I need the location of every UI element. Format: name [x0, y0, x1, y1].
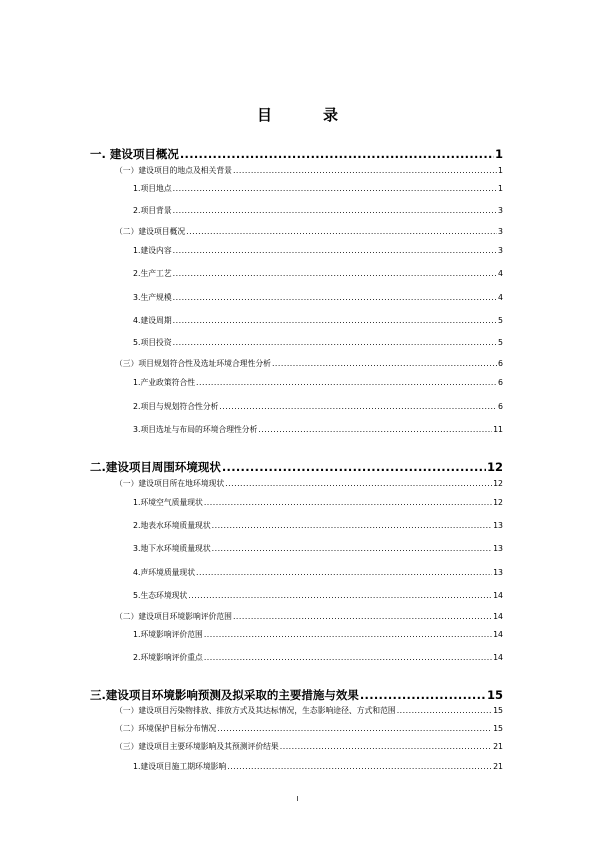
toc-page-number: 13: [493, 521, 503, 530]
toc-label: （一）建设项目的地点及相关背景: [115, 166, 232, 175]
dot-leader: [360, 688, 486, 702]
toc-label: 1.环境空气质量现状: [133, 498, 203, 507]
toc-page-number: 6: [498, 378, 503, 387]
toc-page-number: 21: [493, 762, 503, 771]
dot-leader: [212, 544, 492, 553]
dot-leader: [217, 724, 492, 733]
toc-page-number: 1: [498, 184, 503, 193]
toc-label: 1.产业政策符合性: [133, 378, 196, 387]
dot-leader: [233, 166, 497, 175]
dot-leader: [212, 521, 492, 530]
toc-entry-1-2-5[interactable]: [133, 337, 503, 348]
toc-entry-3-3-1[interactable]: [133, 761, 503, 772]
toc-page-number: 3: [498, 227, 503, 236]
toc-label: 1.建设项目施工期环境影响: [133, 762, 227, 771]
dot-leader: [225, 479, 492, 488]
toc-page-number: 15: [493, 724, 503, 733]
dot-leader: [280, 742, 492, 751]
toc-entry-1-2-3[interactable]: [133, 292, 503, 303]
toc-entry-1-2-1[interactable]: [133, 245, 503, 256]
toc-page-number: 6: [498, 359, 503, 368]
toc-label: （一）建设项目所在地环境现状: [115, 479, 225, 488]
dot-leader: [204, 653, 492, 662]
toc-entry-2-1[interactable]: [115, 478, 503, 489]
dot-leader: [173, 269, 497, 278]
toc-label: 2.项目背景: [133, 206, 172, 215]
toc-entry-3-3[interactable]: [115, 741, 503, 752]
toc-entry-1-1-1[interactable]: [133, 183, 503, 194]
toc-label: 2.生产工艺: [133, 269, 172, 278]
dot-leader: [186, 227, 497, 236]
toc-page-number: 21: [493, 742, 503, 751]
dot-leader: [227, 762, 492, 771]
toc-label: 1.项目地点: [133, 184, 172, 193]
toc-label: 4.声环境质量现状: [133, 568, 196, 577]
toc-entry-section-1[interactable]: [90, 146, 503, 162]
toc-label: 3.地下水环境质量现状: [133, 544, 211, 553]
toc-page-number: 6: [498, 402, 503, 411]
dot-leader: [222, 460, 486, 474]
toc-label: 5.项目投资: [133, 338, 172, 347]
toc-label: （三）建设项目主要环境影响及其预测评价结果: [115, 742, 279, 751]
toc-label: 三.建设项目环境影响预测及拟采取的主要措施与效果: [90, 688, 359, 702]
toc-page-number: 15: [486, 688, 503, 702]
toc-entry-1-2[interactable]: [115, 226, 503, 237]
toc-page-number: 13: [493, 544, 503, 553]
toc-entry-3-2[interactable]: [115, 723, 503, 734]
toc-entry-section-2[interactable]: [90, 459, 503, 475]
toc-label: 5.生态环境现状: [133, 591, 188, 600]
toc-label: （二）建设项目环境影响评价范围: [115, 612, 232, 621]
toc-label: 4.建设周期: [133, 316, 172, 325]
toc-label: （二）建设项目概况: [115, 227, 186, 236]
toc-label: 2.项目与规划符合性分析: [133, 402, 219, 411]
dot-leader: [196, 568, 492, 577]
toc-label: （一）建设项目污染物排放、排放方式及其达标情况，生态影响途径、方式和范围: [115, 706, 396, 715]
dot-leader: [196, 378, 497, 387]
toc-page-number: 4: [498, 269, 503, 278]
toc-label: （三）项目规划符合性及选址环境合理性分析: [115, 359, 271, 368]
toc-page-number: 13: [493, 568, 503, 577]
toc-entry-2-1-1[interactable]: [133, 497, 503, 508]
dot-leader: [233, 612, 492, 621]
toc-page-number: 4: [498, 293, 503, 302]
toc-label: 1.建设内容: [133, 246, 172, 255]
toc-page-number: 5: [498, 338, 503, 347]
toc-entry-2-1-2[interactable]: [133, 520, 503, 531]
toc-page-number: 1: [498, 166, 503, 175]
dot-leader: [173, 184, 497, 193]
dot-leader: [258, 425, 492, 434]
dot-leader: [397, 706, 492, 715]
toc-page-number: 12: [493, 479, 503, 488]
toc-entry-1-3-3[interactable]: [133, 424, 503, 435]
page-title: 目 录: [256, 106, 356, 124]
toc-page-number: 12: [493, 498, 503, 507]
dot-leader: [180, 147, 494, 161]
toc-entry-2-2-2[interactable]: [133, 652, 503, 663]
toc-label: 一. 建设项目概况: [90, 147, 179, 161]
toc-page-number: 14: [493, 612, 503, 621]
toc-page-number: 3: [498, 246, 503, 255]
toc-label: 2.环境影响评价重点: [133, 653, 203, 662]
toc-entry-2-1-3[interactable]: [133, 543, 503, 554]
toc-label: （二）环境保护目标分布情况: [115, 724, 217, 733]
toc-page-number: 5: [498, 316, 503, 325]
toc-entry-2-2-1[interactable]: [133, 629, 503, 640]
toc-entry-1-3[interactable]: [115, 358, 503, 369]
dot-leader: [173, 316, 497, 325]
toc-label: 二.建设项目周围环境现状: [90, 460, 221, 474]
toc-entry-2-2[interactable]: [115, 611, 503, 622]
toc-page-number: 14: [493, 630, 503, 639]
toc-entry-1-3-2[interactable]: [133, 401, 503, 412]
toc-page-number: 14: [493, 591, 503, 600]
toc-label: 2.地表水环境质量现状: [133, 521, 211, 530]
dot-leader: [188, 591, 492, 600]
toc-entry-1-2-2[interactable]: [133, 268, 503, 279]
toc-entry-1-3-1[interactable]: [133, 377, 503, 388]
toc-entry-3-1[interactable]: [115, 705, 503, 716]
toc-entry-2-1-4[interactable]: [133, 567, 503, 578]
dot-leader: [173, 206, 497, 215]
toc-page-number: 3: [498, 206, 503, 215]
dot-leader: [204, 630, 492, 639]
toc-page-number: 14: [493, 653, 503, 662]
toc-label: 1.环境影响评价范围: [133, 630, 203, 639]
toc-entry-1-1-2[interactable]: [133, 205, 503, 216]
toc-label: 3.生产规模: [133, 293, 172, 302]
toc-entry-1-2-4[interactable]: [133, 315, 503, 326]
toc-entry-section-3[interactable]: [90, 687, 503, 703]
dot-leader: [219, 402, 497, 411]
dot-leader: [173, 338, 497, 347]
toc-entry-1-1[interactable]: [115, 165, 503, 176]
toc-page-number: 1: [494, 147, 503, 161]
dot-leader: [204, 498, 492, 507]
footer-page-number: I: [296, 795, 299, 803]
dot-leader: [173, 293, 497, 302]
toc-page-number: 11: [493, 425, 503, 434]
toc-label: 3.项目选址与布局的环境合理性分析: [133, 425, 258, 434]
toc-entry-2-1-5[interactable]: [133, 590, 503, 601]
toc-page-number: 12: [486, 460, 503, 474]
toc-page-number: 15: [493, 706, 503, 715]
dot-leader: [173, 246, 497, 255]
dot-leader: [272, 359, 497, 368]
